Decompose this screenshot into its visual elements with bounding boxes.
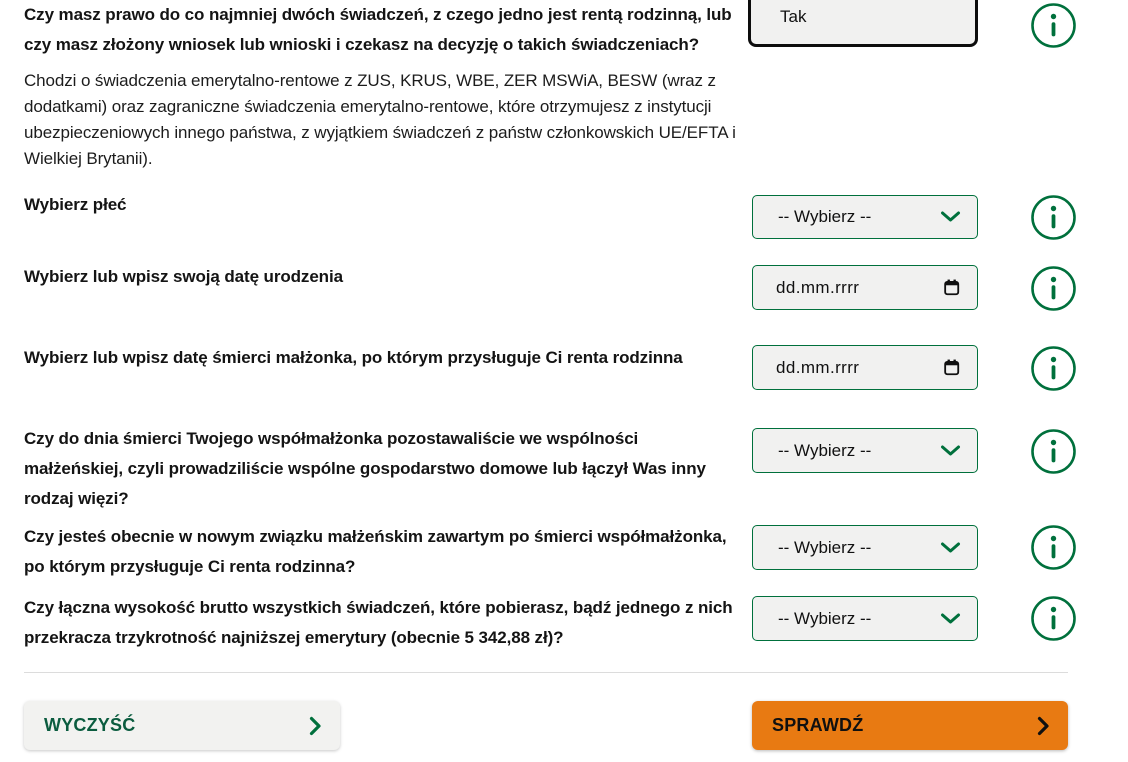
info-icon-new-marriage[interactable]: [1030, 524, 1077, 571]
question-label-gender: Wybierz płeć: [24, 195, 127, 214]
info-icon-benefits-amount[interactable]: [1030, 595, 1077, 642]
chevron-right-icon: [309, 716, 322, 736]
calendar-icon[interactable]: [942, 278, 961, 297]
check-button[interactable]: [752, 701, 1068, 750]
new-marriage-select-value: -- Wybierz --: [778, 537, 872, 557]
chevron-right-icon: [1037, 716, 1050, 736]
chevron-down-icon: [940, 542, 961, 554]
marital-community-select-value: -- Wybierz --: [778, 440, 872, 460]
new-marriage-select[interactable]: [752, 525, 978, 570]
question-label-marital-community: Czy do dnia śmierci Twojego współmałżonka pozostawaliście we wspólności małżeńskiej, czyli prowadziliście wspólne gospodarstwo domowe lub łączył Was inny rodzaj więzi?: [24, 429, 706, 508]
spouse-death-date-input[interactable]: [752, 345, 978, 390]
benefits-note: Chodzi o świadczenia emerytalno-rentowe z ZUS, KRUS, WBE, ZER MSWiA, BESW (wraz z dodatkami) oraz zagraniczne świadczenia emerytalno-rentowe, które otrzymujesz z instytucji ubezpieczeniowych innego państwa, z wyjątkiem świadczeń z państw członkowskich UE/EFTA i Wielkiej Brytanii).: [24, 71, 736, 168]
question-label-spouse-death-date: Wybierz lub wpisz datę śmierci małżonka, po którym przysługuje Ci renta rodzinna: [24, 348, 683, 367]
question-label-birth-date: Wybierz lub wpisz swoją datę urodzenia: [24, 267, 343, 286]
info-icon-marital-community[interactable]: [1030, 428, 1077, 475]
chevron-down-icon: [940, 445, 961, 457]
marital-community-select[interactable]: [752, 428, 978, 473]
gender-select-value: -- Wybierz --: [778, 207, 872, 226]
info-icon-spouse-death-date[interactable]: [1030, 345, 1077, 392]
benefits-right-select-value: Tak: [780, 6, 807, 26]
footer-divider: [24, 672, 1068, 673]
info-icon: [1030, 428, 1077, 475]
info-icon-benefits-right[interactable]: [1030, 2, 1077, 49]
info-icon-gender[interactable]: [1030, 194, 1077, 241]
info-icon: [1030, 345, 1077, 392]
benefits-amount-select[interactable]: [752, 596, 978, 641]
benefits-right-select[interactable]: [748, 0, 978, 47]
question-label-new-marriage: Czy jesteś obecnie w nowym związku małżeńskim zawartym po śmierci współmałżonka, po którym przysługuje Ci renta rodzinna?: [24, 527, 727, 576]
question-label-benefits-right: Czy masz prawo do co najmniej dwóch świadczeń, z czego jedno jest rentą rodzinną, lub czy masz złożony wniosek lub wnioski i czekasz na decyzję o takich świadczeniach?: [24, 5, 732, 54]
info-icon: [1030, 524, 1077, 571]
check-button-label: SPRAWDŹ: [772, 715, 864, 735]
info-icon: [1030, 595, 1077, 642]
chevron-down-icon: [940, 613, 961, 625]
clear-button[interactable]: [24, 701, 340, 750]
info-icon: [1030, 2, 1077, 49]
info-icon: [1030, 265, 1077, 312]
chevron-down-icon: [940, 211, 961, 223]
benefits-amount-select-value: -- Wybierz --: [778, 608, 872, 628]
calendar-icon[interactable]: [942, 358, 961, 377]
info-icon-birth-date[interactable]: [1030, 265, 1077, 312]
info-icon: [1030, 194, 1077, 241]
birth-date-placeholder: dd.mm.rrrr: [776, 277, 860, 297]
spouse-death-date-placeholder: dd.mm.rrrr: [776, 357, 860, 377]
question-label-benefits-amount: Czy łączna wysokość brutto wszystkich świadczeń, które pobierasz, bądź jednego z nich przekracza trzykrotność najniższej emerytury (obecnie 5 342,88 zł)?: [24, 598, 733, 647]
gender-select[interactable]: [752, 195, 978, 239]
clear-button-label: WYCZYŚĆ: [44, 715, 136, 735]
birth-date-input[interactable]: [752, 265, 978, 310]
